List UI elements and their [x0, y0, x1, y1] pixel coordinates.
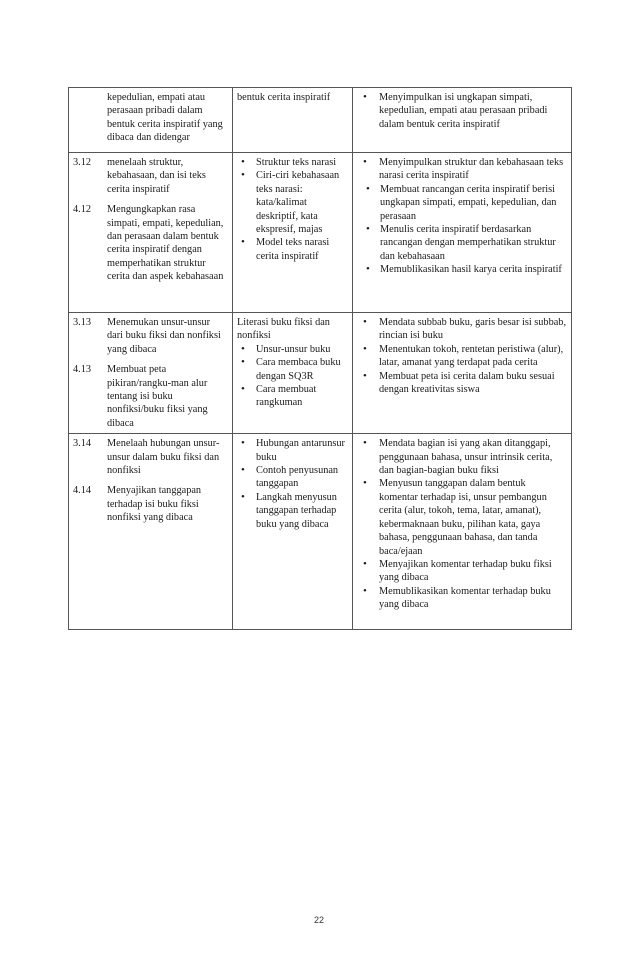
list-item: • Menyusun tanggapan dalam bentuk komentar terhadap isi, unsur pembangun cerita (alur, tokoh, tema, latar, amanat), kebermaknaan buku, pilihan kata, gaya bahasa, penggunaan bahasa, dan tanda baca/ejaan: [357, 477, 567, 557]
list-item: • Membuat rancangan cerita inspiratif berisi ungkapan simpati, empati, kepedulian, dan perasaan: [357, 183, 567, 223]
kegiatan-cell: [353, 434, 572, 630]
kd-code: [73, 91, 107, 145]
curriculum-table: [68, 87, 572, 630]
list-item: • Memublikasikan komentar terhadap buku yang dibaca: [357, 585, 567, 612]
list-item: • Cara membuat rangkuman: [237, 383, 348, 410]
kd-text: Mengungkapkan rasa simpati, empati, kepedulian, dan perasaan dalam bentuk cerita inspiratif dengan memperhatikan struktur cerita dan aspek kebahasaan: [107, 204, 224, 283]
list-item: • Cara membaca buku dengan SQ3R: [237, 356, 348, 383]
table-row: [69, 88, 572, 153]
materi-cell: [233, 313, 353, 434]
kd-code: 4.12: [73, 204, 92, 216]
materi-intro: Literasi buku fiksi dan nonfiksi: [237, 317, 330, 342]
list-item: • Menulis cerita inspiratif berdasarkan rancangan dengan memperhatikan struktur dan kebahasaan: [357, 223, 567, 263]
table-row: [69, 153, 572, 313]
kegiatan-cell: [353, 153, 572, 313]
list-item: • Model teks narasi cerita inspiratif: [237, 236, 348, 263]
materi-cell: [233, 88, 353, 153]
list-item: • Membuat peta isi cerita dalam buku sesuai dengan kreativitas siswa: [357, 370, 567, 397]
kd-text: kepedulian, empati atau perasaan pribadi dalam bentuk cerita inspiratif yang dibaca dan didengar: [107, 92, 223, 144]
table-row: [69, 313, 572, 434]
list-item: • Menyajikan komentar terhadap buku fiksi yang dibaca: [357, 558, 567, 585]
materi-cell: [233, 434, 353, 630]
kd-text: Menemukan unsur-unsur dari buku fiksi dan nonfiksi yang dibaca: [107, 317, 221, 355]
materi-intro: bentuk cerita inspiratif: [237, 92, 331, 103]
kd-text: menelaah struktur, kebahasaan, dan isi teks cerita inspiratif: [107, 157, 206, 195]
kd-text: Membuat peta pikiran/rangku-man alur tentang isi buku nonfiksi/buku fiksi yang dibaca: [107, 364, 208, 429]
kd-code: 4.13: [73, 364, 92, 376]
kd-cell: [69, 153, 233, 313]
list-item: • Mendata subbab buku, garis besar isi subbab, rincian isi buku: [357, 316, 567, 343]
kd-text: Menelaah hubungan unsur-unsur dalam buku fiksi dan nonfiksi: [107, 438, 220, 477]
kd-text: Menyajikan tanggapan terhadap isi buku fiksi nonfiksi yang dibaca: [107, 485, 202, 524]
list-item: • Unsur-unsur buku: [237, 343, 348, 356]
list-item: • Menentukan tokoh, rentetan peristiwa (alur), latar, amanat yang terdapat pada cerita: [357, 343, 567, 370]
kd-code: 3.13: [73, 317, 92, 328]
kegiatan-cell: [353, 313, 572, 434]
materi-cell: [233, 153, 353, 313]
table-row: [69, 434, 572, 630]
page-number: 22: [313, 915, 324, 925]
list-item: • Hubungan antarunsur buku: [237, 437, 348, 464]
kd-cell: [69, 88, 233, 153]
list-item: • Memublikasikan hasil karya cerita inspiratif: [357, 263, 567, 276]
list-item: • Ciri-ciri kebahasaan teks narasi: kata/kalimat deskriptif, kata ekspresif, majas: [237, 169, 348, 236]
kd-code: 4.14: [73, 485, 92, 497]
kd-cell: [69, 313, 233, 434]
list-item: • Struktur teks narasi: [237, 156, 348, 169]
list-item: • Contoh penyusunan tanggapan: [237, 464, 348, 491]
kd-code: 3.12: [73, 157, 92, 168]
kegiatan-cell: [353, 88, 572, 153]
kd-code: 3.14: [73, 438, 92, 450]
list-item: • Mendata bagian isi yang akan ditanggapi, penggunaan bahasa, unsur intrinsik cerita, dan bagian-bagian buku fiksi: [357, 437, 567, 477]
kd-cell: [69, 434, 233, 630]
list-item: • Menyimpulkan struktur dan kebahasaan teks narasi cerita inspiratif: [357, 156, 567, 183]
list-item: • Langkah menyusun tanggapan terhadap buku yang dibaca: [237, 491, 348, 531]
list-item: • Menyimpulkan isi ungkapan simpati, kepedulian, empati atau perasaan pribadi dalam bentuk cerita inspiratif: [357, 91, 567, 131]
